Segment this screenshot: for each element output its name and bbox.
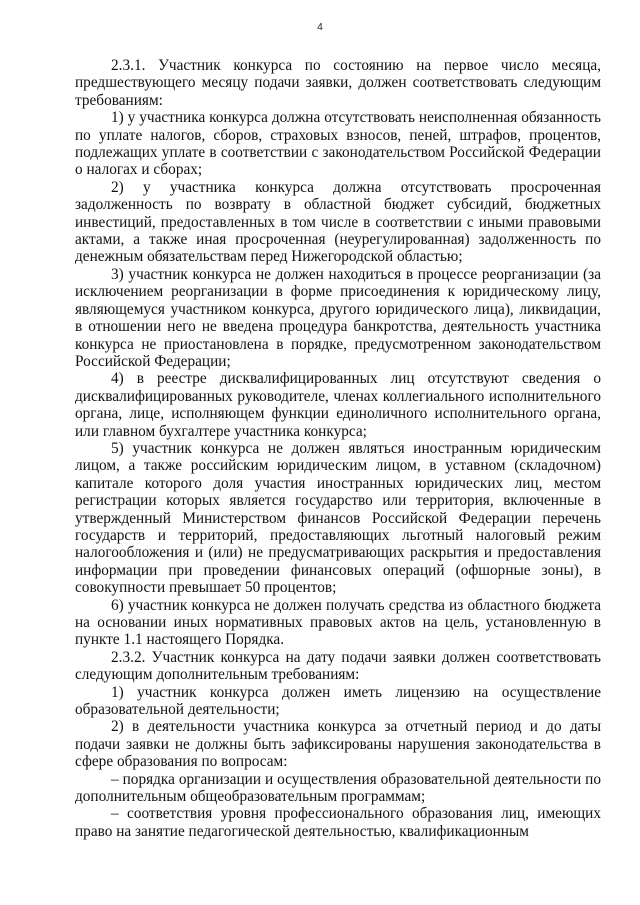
paragraph-item-2: 2) у участника конкурса должна отсутствовать просроченная задолженность по возврату в областной бюджет субсидий, бюджетных инвестиций, предоставленных в том числе в соответствии с иными правовыми актами, а также иная просроченная (неурегулированная) задолженность по денежным обязательствам перед Нижегородской областью; [75, 178, 601, 266]
paragraph-item-6: 6) участник конкурса не должен получать средства из областного бюджета на основании иных нормативных правовых актов на цель, установленную в пункте 1.1 настоящего Порядка. [75, 596, 601, 649]
paragraph-dash-item-2: – соответствия уровня профессионального образования лиц, имеющих право на занятие педагогической деятельностью, квалификационным [75, 805, 601, 840]
paragraph-additional-item-1: 1) участник конкурса должен иметь лицензию на осуществление образовательной деятельности; [75, 683, 601, 719]
paragraph-dash-item-1: – порядка организации и осуществления образовательной деятельности по дополнительным общеобразовательным программам; [75, 770, 601, 806]
paragraph-item-1: 1) у участника конкурса должна отсутствовать неисполненная обязанность по уплате налогов, сборов, страховых взносов, пеней, штрафов, процентов, подлежащих уплате в соответствии с законодательством Российской Федерации о налогах и сборах; [75, 109, 601, 179]
paragraph-item-5: 5) участник конкурса не должен являться иностранным юридическим лицом, а также российским юридическим лицом, в уставном (складочном) капитале которого доля участия иностранных юридических лиц, местом регистрации которых является государство или территория, включенные в утвержденный Министерством финансов Российской Федерации перечень государств и территорий, предоставляющих льготный налоговый режим налогообложения и (или) не предусматривающих раскрытия и предоставления информации при проведении финансовых операций (офшорные зоны), в совокупности превышает 50 процентов; [75, 439, 601, 597]
paragraph-additional-item-2: 2) в деятельности участника конкурса за отчетный период и до даты подачи заявки не должны быть зафиксированы нарушения законодательства в сфере образования по вопросам: [75, 718, 601, 771]
paragraph-item-4: 4) в реестре дисквалифицированных лиц отсутствуют сведения о дисквалифицированных руководителе, членах коллегиального исполнительного органа, лице, исполняющем функции единоличного исполнительного органа, или главном бухгалтере участника конкурса; [75, 370, 601, 440]
paragraph-2-3-1: 2.3.1. Участник конкурса по состоянию на первое число месяца, предшествующего месяцу подачи заявки, должен соответствовать следующим требованиям: [75, 57, 601, 109]
paragraph-item-3: 3) участник конкурса не должен находиться в процессе реорганизации (за исключением реорганизации в форме присоединения к юридическому лицу, являющемуся участником конкурса, другого юридического лица), ликвидации, в отношении него не введена процедура банкротства, деятельность участника конкурса не приостановлена в порядке, предусмотренном законодательством Российской Федерации; [75, 265, 601, 370]
document-body [75, 57, 601, 840]
paragraph-2-3-2: 2.3.2. Участник конкурса на дату подачи заявки должен соответствовать следующим дополнительным требованиям: [75, 648, 601, 684]
page-number: 4 [317, 22, 323, 33]
